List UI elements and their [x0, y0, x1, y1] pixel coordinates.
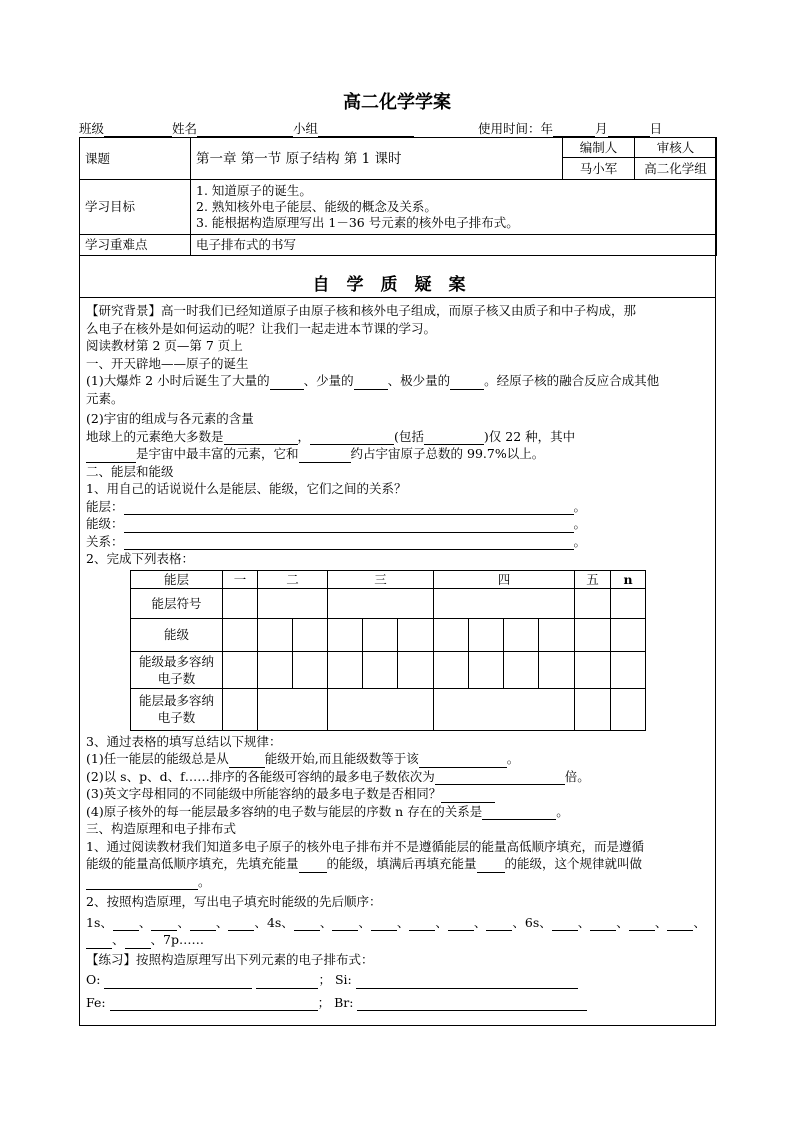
answer-blank[interactable]	[357, 997, 587, 1011]
order-blank[interactable]	[190, 917, 216, 931]
topic-label: 课题	[80, 138, 191, 180]
text-fragment: 。	[573, 533, 587, 549]
blank-cell[interactable]	[328, 588, 434, 618]
construction-2: 2、按照构造原理，写出电子填充时能级的先后顺序：	[86, 894, 382, 909]
construction-1: 1、通过阅读教材我们知道多电子原子的核外电子排布并不是遵循能层的能量高低顺序填充，而是遵循	[86, 838, 644, 854]
answer-blank[interactable]	[310, 431, 394, 445]
shell-table	[130, 570, 646, 731]
blank-cell[interactable]	[611, 588, 646, 618]
text-fragment: 、极少量的	[387, 373, 451, 388]
practice-line	[86, 971, 711, 989]
order-blank[interactable]	[332, 917, 358, 931]
reviewer-value: 高二化学组	[635, 158, 717, 180]
order-blank[interactable]	[113, 917, 139, 931]
text-fragment: Si:	[334, 972, 352, 987]
order-line	[86, 914, 711, 932]
goal-item: 2. 熟知核外电子能层、能级的概念及关系。	[196, 199, 437, 214]
blank-cell[interactable]	[575, 688, 611, 730]
text-fragment: 、	[654, 914, 668, 930]
order-blank[interactable]	[228, 917, 254, 931]
text-fragment: 。	[573, 498, 587, 514]
answer-blank[interactable]	[441, 789, 495, 803]
group-blank[interactable]	[318, 123, 414, 137]
text-fragment: 。	[556, 803, 569, 819]
text-fragment: 的能级，填满后再填充能量	[326, 856, 477, 871]
goals-cell	[191, 180, 717, 235]
rule-4	[86, 803, 711, 821]
key-value: 电子排布式的书写	[191, 235, 717, 256]
blank-cell[interactable]	[328, 618, 363, 651]
header-cell: 四	[434, 570, 575, 588]
practice-heading: 【练习】按照构造原理写出下列元素的电子排布式：	[86, 951, 374, 967]
text-fragment: 是宇宙中最丰富的元素，它和	[136, 446, 299, 461]
order-blank[interactable]	[294, 917, 320, 931]
answer-line-relation	[86, 533, 711, 551]
blank-cell[interactable]	[434, 618, 469, 651]
header-cell: 三	[328, 570, 434, 588]
blank-cell[interactable]	[504, 651, 539, 688]
blank-cell[interactable]	[363, 618, 398, 651]
blank-cell[interactable]	[258, 618, 293, 651]
header-cell: 二	[258, 570, 328, 588]
answer-blank[interactable]	[229, 754, 265, 768]
question-2: (2)宇宙的组成与各元素的含量	[86, 411, 254, 426]
text-fragment: 。	[573, 516, 587, 531]
text-fragment: 、	[577, 914, 591, 930]
order-blank[interactable]	[151, 917, 177, 931]
question-5: 3、通过表格的填写总结以下规律：	[86, 733, 282, 749]
answer-line-layer	[86, 498, 711, 516]
page-title: 高二化学学案	[343, 92, 451, 113]
text-fragment: ；	[317, 994, 331, 1010]
order-blank[interactable]	[448, 917, 474, 931]
text-fragment: 、	[112, 932, 125, 947]
header-cell: n	[611, 570, 646, 588]
answer-blank[interactable]	[424, 431, 484, 445]
answer-blank[interactable]	[419, 754, 507, 768]
question-2-line	[86, 428, 711, 446]
background-line: 么电子在核外是如何运动的呢？让我们一起走进本节课的学习。	[86, 320, 437, 336]
construction-1-cont	[86, 855, 711, 873]
text-fragment: 、	[138, 914, 152, 930]
text-fragment: (2)以 s、p、d、f……排序的各能级可容纳的最多电子数依次为	[86, 768, 435, 784]
blank-cell[interactable]	[611, 618, 646, 651]
text-fragment: 1s、	[86, 914, 113, 930]
blank-cell[interactable]	[434, 588, 575, 618]
text-fragment: 的能级，这个规律就叫做	[504, 856, 643, 871]
reading-instruction: 阅读教材第 2 页—第 7 页上	[86, 338, 243, 353]
order-line-2	[86, 931, 711, 949]
month-label: 月	[595, 121, 608, 136]
text-fragment: 能级的能量高低顺序填充，先填充能量	[86, 856, 299, 871]
answer-blank[interactable]	[256, 975, 318, 989]
text-fragment: Fe:	[86, 994, 106, 1010]
text-fragment: 地球上的元素绝大多数是	[86, 428, 224, 444]
blank-cell[interactable]	[258, 651, 293, 688]
text-fragment: 、	[254, 914, 267, 930]
topic-value: 第一章 第一节 原子结构 第 1 课时	[191, 138, 563, 180]
goals-label: 学习目标	[80, 180, 191, 235]
text-fragment: 、	[512, 914, 525, 930]
answer-blank[interactable]	[110, 997, 318, 1011]
text-fragment: 、	[319, 914, 333, 930]
text-fragment: 、	[150, 932, 164, 947]
section-title: 自学质疑案	[312, 275, 483, 295]
order-blank[interactable]	[590, 917, 616, 931]
text-fragment: (1)大爆炸 2 小时后诞生了大量的	[86, 373, 270, 388]
answer-blank[interactable]	[124, 519, 574, 533]
text-fragment: 、	[473, 914, 487, 930]
header-cell: 一	[223, 570, 258, 588]
text-fragment: 。	[506, 751, 520, 766]
question-1-cont: 元素。	[86, 390, 124, 406]
time-label: 使用时间：年	[478, 121, 554, 136]
text-fragment: (3)英文字母相同的不同能级中所能容纳的最多电子数是否相同？	[86, 786, 442, 801]
text-fragment: 、	[396, 914, 410, 930]
row-label: 能层符号	[131, 588, 223, 618]
text-fragment: 约占宇宙原子总数的 99.7%以上。	[350, 446, 545, 461]
rule-2	[86, 768, 711, 786]
text-fragment: 、	[435, 914, 448, 930]
blank-cell[interactable]	[398, 651, 434, 688]
order-blank[interactable]	[552, 917, 578, 931]
background-line: 【研究背景】高一时我们已经知道原子由原子核和核外电子组成，而原子核又由质子和中子构成，那	[86, 303, 637, 318]
text-fragment: Br:	[334, 994, 354, 1010]
class-label: 班级	[79, 121, 105, 136]
text-fragment: 。经原子核的融合反应合成其他	[484, 373, 660, 388]
text-fragment: (1)任一能层的能级总是从	[86, 751, 229, 766]
group-label: 小组	[293, 121, 319, 136]
name-label: 姓名	[172, 121, 198, 136]
answer-blank[interactable]	[356, 975, 578, 989]
header-cell: 五	[575, 570, 611, 588]
header-cell: 能层	[131, 570, 223, 588]
text-fragment: O:	[86, 972, 101, 987]
question-2-line	[86, 445, 711, 463]
answer-blank[interactable]	[86, 449, 136, 463]
answer-blank[interactable]	[224, 431, 298, 445]
text-fragment: 关系：	[86, 533, 124, 549]
goal-item: 3. 能根据构造原理写出 1－36 号元素的核外电子排布式。	[196, 215, 519, 230]
row-label: 能级	[131, 618, 223, 651]
answer-line-level	[86, 515, 711, 533]
order-blank[interactable]	[629, 917, 655, 931]
answer-blank[interactable]	[124, 501, 574, 515]
order-blank[interactable]	[371, 917, 397, 931]
order-blank[interactable]	[409, 917, 435, 931]
blank-cell[interactable]	[328, 688, 434, 730]
blank-cell[interactable]	[328, 651, 363, 688]
text-fragment: ；	[318, 972, 331, 987]
blank-cell[interactable]	[469, 618, 504, 651]
row-label: 能层最多容纳电子数	[131, 688, 223, 730]
blank-cell[interactable]	[223, 618, 258, 651]
text-fragment: 、	[358, 914, 371, 930]
blank-cell[interactable]	[539, 618, 575, 651]
answer-blank[interactable]	[124, 536, 574, 550]
text-fragment: 能级开始,而且能级数等于该	[264, 751, 419, 766]
blank-cell[interactable]	[434, 688, 575, 730]
text-fragment: 、	[177, 914, 190, 930]
text-fragment: )仅 22 种，其中	[483, 428, 576, 444]
blank-cell[interactable]	[223, 651, 258, 688]
text-fragment: 、	[616, 914, 629, 930]
practice-line	[86, 994, 711, 1012]
month-blank[interactable]	[553, 123, 595, 137]
answer-blank[interactable]	[299, 449, 351, 463]
section-heading: 三、构造原理和电子排布式	[86, 821, 237, 836]
text-fragment: (包括	[394, 428, 424, 444]
blank-cell[interactable]	[611, 651, 646, 688]
blank-cell[interactable]	[398, 618, 434, 651]
question-4: 2、完成下列表格：	[86, 551, 194, 566]
blank-cell[interactable]	[258, 688, 328, 730]
blank-cell[interactable]	[469, 651, 504, 688]
question-1	[86, 372, 711, 390]
student-info-row	[79, 119, 719, 137]
question-3: 1、用自己的话说说什么是能层、能级，它们之间的关系？	[86, 481, 407, 496]
answer-blank[interactable]	[104, 975, 252, 989]
blank-cell[interactable]	[575, 651, 611, 688]
blank-cell[interactable]	[293, 618, 328, 651]
text-fragment: 能级：	[86, 516, 124, 531]
day-label: 日	[649, 121, 663, 136]
blank-cell[interactable]	[258, 588, 328, 618]
rule-3	[86, 785, 711, 803]
class-blank[interactable]	[104, 123, 172, 137]
order-blank[interactable]	[86, 935, 112, 949]
answer-blank[interactable]	[482, 806, 556, 820]
rule-1	[86, 750, 711, 768]
text-fragment: ，	[297, 428, 311, 444]
reviewer-label: 审核人	[635, 138, 717, 158]
blank-cell[interactable]	[539, 651, 575, 688]
text-fragment: 。	[198, 873, 211, 889]
answer-blank[interactable]	[86, 876, 198, 890]
text-fragment: 6s、	[524, 914, 552, 930]
key-label: 学习重难点	[80, 235, 191, 256]
text-fragment: 、	[693, 914, 706, 930]
blank-cell[interactable]	[223, 588, 258, 618]
blank-cell[interactable]	[611, 688, 646, 730]
order-blank[interactable]	[125, 935, 151, 949]
text-fragment: (4)原子核外的每一能层最多容纳的电子数与能层的序数 n 存在的关系是	[86, 803, 483, 819]
answer-blank[interactable]	[450, 376, 484, 390]
section-heading: 二、能层和能级	[86, 463, 174, 479]
header-table	[79, 137, 717, 256]
answer-blank[interactable]	[270, 376, 304, 390]
order-blank[interactable]	[667, 917, 693, 931]
blank-cell[interactable]	[575, 588, 611, 618]
day-blank[interactable]	[608, 123, 650, 137]
blank-cell[interactable]	[363, 651, 398, 688]
row-label: 能级最多容纳电子数	[131, 651, 223, 688]
answer-blank[interactable]	[299, 859, 327, 873]
section-divider	[79, 297, 716, 298]
blank-cell[interactable]	[223, 688, 258, 730]
blank-cell[interactable]	[575, 618, 611, 651]
order-blank[interactable]	[486, 917, 512, 931]
text-fragment: 、	[215, 914, 229, 930]
construction-1-end	[86, 873, 711, 891]
section-heading: 一、开天辟地——原子的诞生	[86, 355, 249, 371]
text-fragment: 能层：	[86, 498, 124, 514]
goal-item: 1. 知道原子的诞生。	[196, 183, 312, 198]
name-blank[interactable]	[197, 123, 293, 137]
text-fragment: 4s、	[266, 914, 294, 930]
editor-label: 编制人	[563, 138, 635, 158]
blank-cell[interactable]	[434, 651, 469, 688]
answer-blank[interactable]	[477, 859, 505, 873]
text-fragment: 7p……	[163, 932, 204, 947]
editor-value: 马小军	[563, 158, 635, 180]
answer-blank[interactable]	[435, 771, 565, 785]
answer-blank[interactable]	[354, 376, 388, 390]
blank-cell[interactable]	[504, 618, 539, 651]
text-fragment: 、少量的	[303, 373, 354, 388]
blank-cell[interactable]	[293, 651, 328, 688]
text-fragment: 倍。	[564, 768, 590, 784]
worksheet-body	[86, 302, 711, 1011]
